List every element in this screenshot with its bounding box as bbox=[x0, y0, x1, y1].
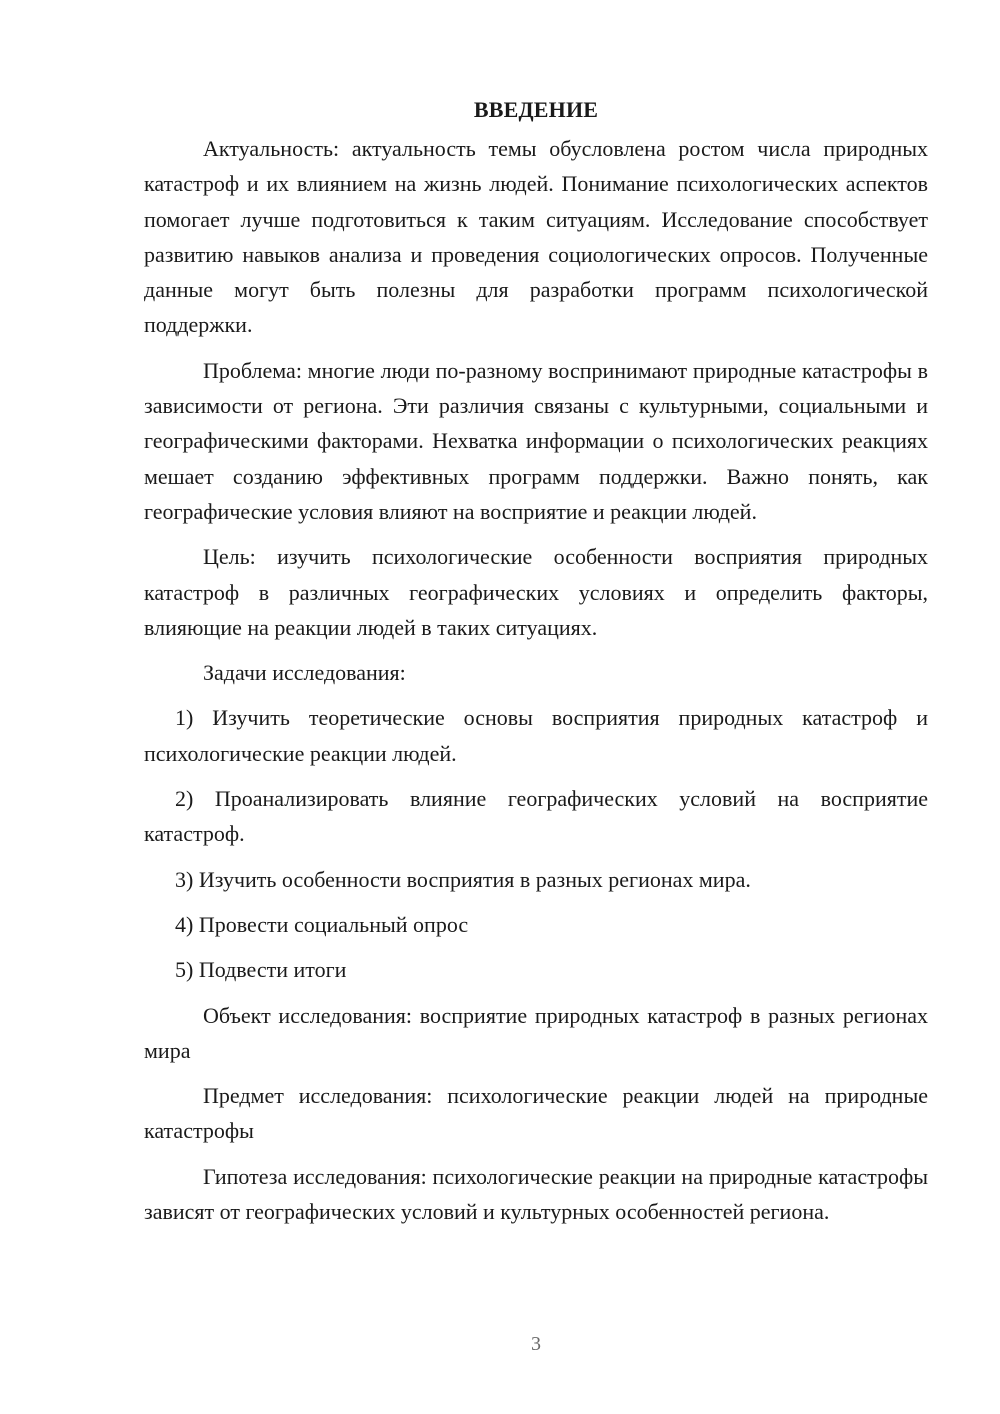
page-number: 3 bbox=[531, 1333, 541, 1355]
paragraph-subject: Предмет исследования: психологические реакции людей на природные катастрофы bbox=[144, 1083, 928, 1144]
document-page bbox=[144, 92, 928, 1239]
paragraph-relevance: Актуальность: актуальность темы обусловлена ростом числа природных катастроф и их влиянием на жизнь людей. Понимание психологических аспектов помогает лучше подготовиться к таким ситуациям. Исследование способствует развитию навыков анализа и проведения социологических опросов. Полученные данные могут быть полезны для разработки программ психологической поддержки. bbox=[144, 136, 928, 338]
task-item-4: 4) Провести социальный опрос bbox=[175, 911, 469, 937]
task-item-5: 5) Подвести итоги bbox=[175, 957, 347, 983]
paragraph-hypothesis: Гипотеза исследования: психологические реакции на природные катастрофы зависят от географических условий и культурных особенностей региона. bbox=[144, 1163, 928, 1225]
task-item-2: 2) Проанализировать влияние географических условий на восприятие катастроф. bbox=[144, 786, 928, 847]
paragraph-problem: Проблема: многие люди по-разному воспринимают природные катастрофы в зависимости от региона. Эти различия связаны с культурными, социальными и географическими факторами. Нехватка информации о психологических реакциях мешает созданию эффективных программ поддержки. Важно понять, как географические условия влияют на восприятие и реакции людей. bbox=[144, 357, 928, 524]
paragraph-object: Объект исследования: восприятие природных катастроф в разных регионах мира bbox=[144, 1002, 928, 1063]
page-title: ВВЕДЕНИЕ bbox=[473, 97, 599, 122]
paragraph-goal: Цель: изучить психологические особенности восприятия природных катастроф в различных географических условиях и определить факторы, влияющие на реакции людей в таких ситуациях. bbox=[144, 544, 928, 640]
tasks-heading: Задачи исследования: bbox=[203, 660, 406, 686]
task-item-1: 1) Изучить теоретические основы восприятия природных катастроф и психологические реакции людей. bbox=[144, 705, 928, 766]
task-item-3: 3) Изучить особенности восприятия в разных регионах мира. bbox=[175, 866, 751, 892]
